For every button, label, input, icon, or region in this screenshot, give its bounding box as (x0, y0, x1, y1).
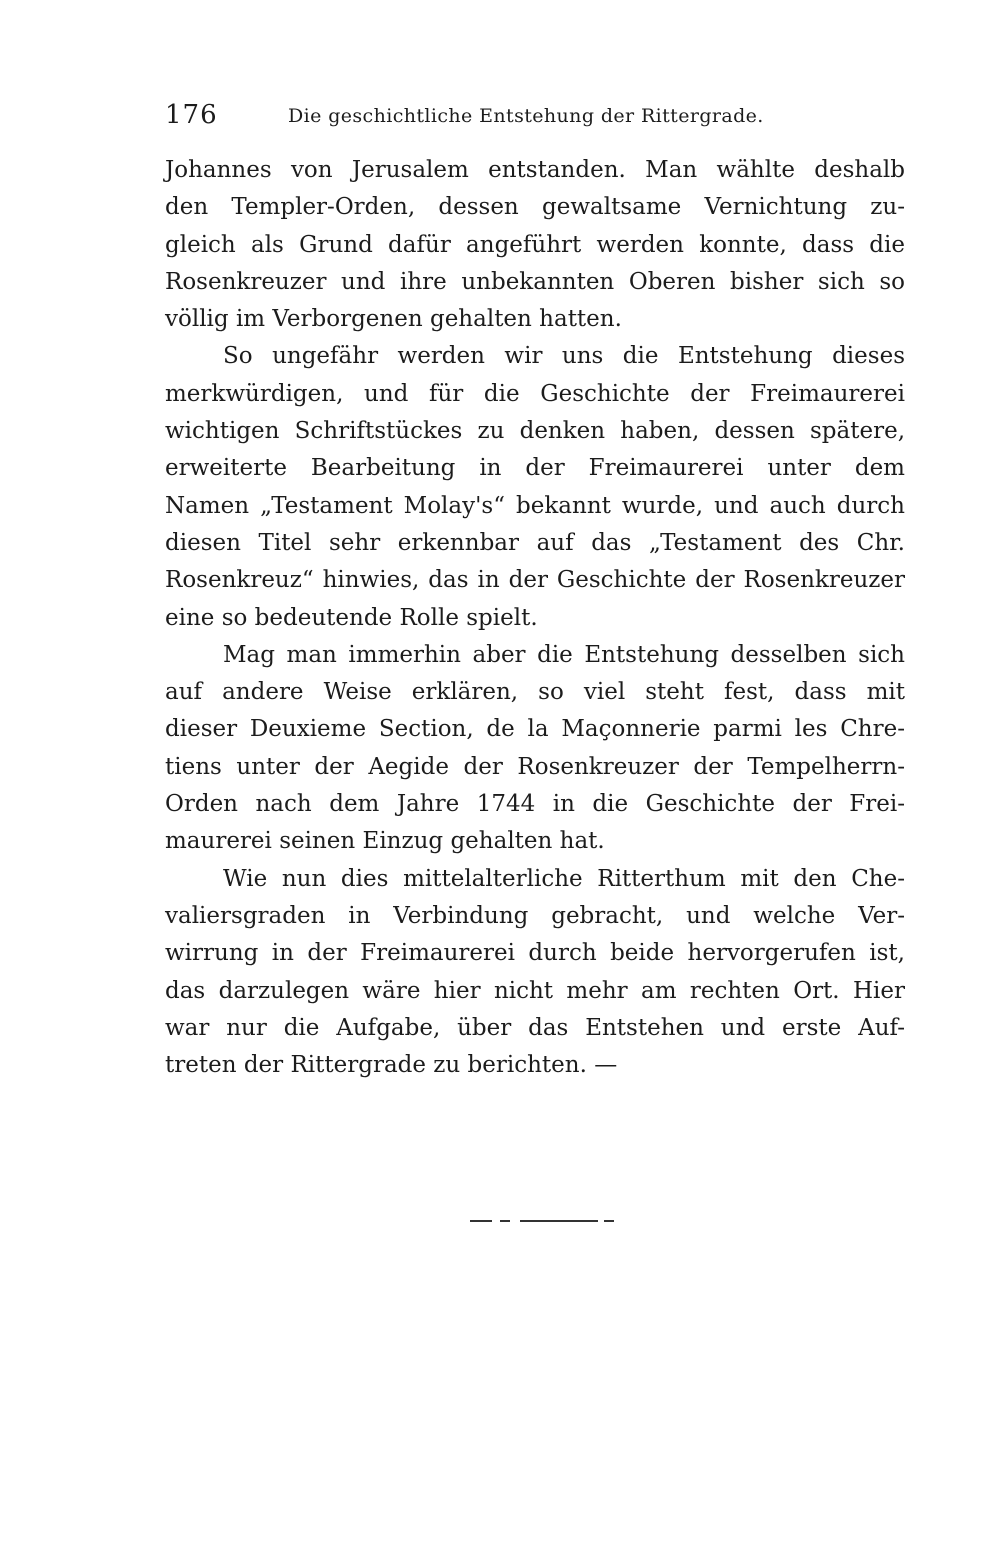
text-line: eine so bedeutende Rolle spielt. (165, 604, 538, 631)
end-rule-segment (470, 1220, 492, 1222)
text-line: dieser Deuxieme Section, de la Maçonnerie parmi les Chre- (165, 716, 905, 743)
text-line: Johannes von Jerusalem entstanden. Man wählte deshalb (165, 157, 905, 183)
end-rule-segment (500, 1220, 510, 1222)
text-line: war nur die Aufgabe, über das Entstehen und erste Auf- (165, 1014, 905, 1041)
running-title: Die geschichtliche Entstehung der Rittergrade. (288, 105, 764, 127)
end-rule-segment (604, 1220, 614, 1222)
page-number: 176 (165, 100, 218, 130)
text-line: Mag man immerhin aber die Entstehung desselben sich (223, 641, 905, 668)
text-line: Wie nun dies mittelalterliche Ritterthum mit den Che- (223, 865, 905, 892)
text-line: Rosenkreuz“ hinwies, das in der Geschichte der Rosenkreuzer (165, 567, 905, 594)
paragraph (165, 861, 905, 1085)
text-line: valiersgraden in Verbindung gebracht, und welche Ver- (165, 902, 905, 929)
paragraph (165, 152, 905, 338)
paragraph (165, 338, 905, 636)
body-text (165, 152, 905, 1084)
running-head (165, 98, 905, 132)
text-line: merkwürdigen, und für die Geschichte der Freimaurerei (165, 380, 905, 407)
text-line: auf andere Weise erklären, so viel steht fest, dass mit (165, 679, 905, 706)
end-rule-segment (520, 1220, 598, 1222)
text-line: wichtigen Schriftstückes zu denken haben, dessen spätere, (165, 418, 905, 445)
text-line: treten der Rittergrade zu berichten. — (165, 1052, 618, 1079)
paragraph (165, 637, 905, 861)
text-line: Orden nach dem Jahre 1744 in die Geschichte der Frei- (165, 791, 905, 818)
text-line: erweiterte Bearbeitung in der Freimaurerei unter dem (165, 455, 905, 482)
text-line: maurerei seinen Einzug gehalten hat. (165, 828, 605, 855)
text-line: Namen „Testament Molay's“ bekannt wurde, und auch durch (165, 492, 905, 519)
end-rule (470, 1219, 615, 1223)
text-line: diesen Titel sehr erkennbar auf das „Testament des Chr. (165, 529, 905, 556)
text-line: den Templer-Orden, dessen gewaltsame Vernichtung zu- (165, 194, 905, 221)
text-line: Rosenkreuzer und ihre unbekannten Oberen bisher sich so (165, 268, 905, 295)
text-line: völlig im Verborgenen gehalten hatten. (165, 306, 622, 333)
text-line: So ungefähr werden wir uns die Entstehung dieses (223, 343, 905, 370)
text-line: das darzulegen wäre hier nicht mehr am rechten Ort. Hier (165, 977, 905, 1004)
text-line: gleich als Grund dafür angeführt werden konnte, dass die (165, 231, 905, 258)
text-line: tiens unter der Aegide der Rosenkreuzer der Tempelherrn- (165, 753, 905, 780)
text-line: wirrung in der Freimaurerei durch beide hervorgerufen ist, (165, 940, 905, 967)
